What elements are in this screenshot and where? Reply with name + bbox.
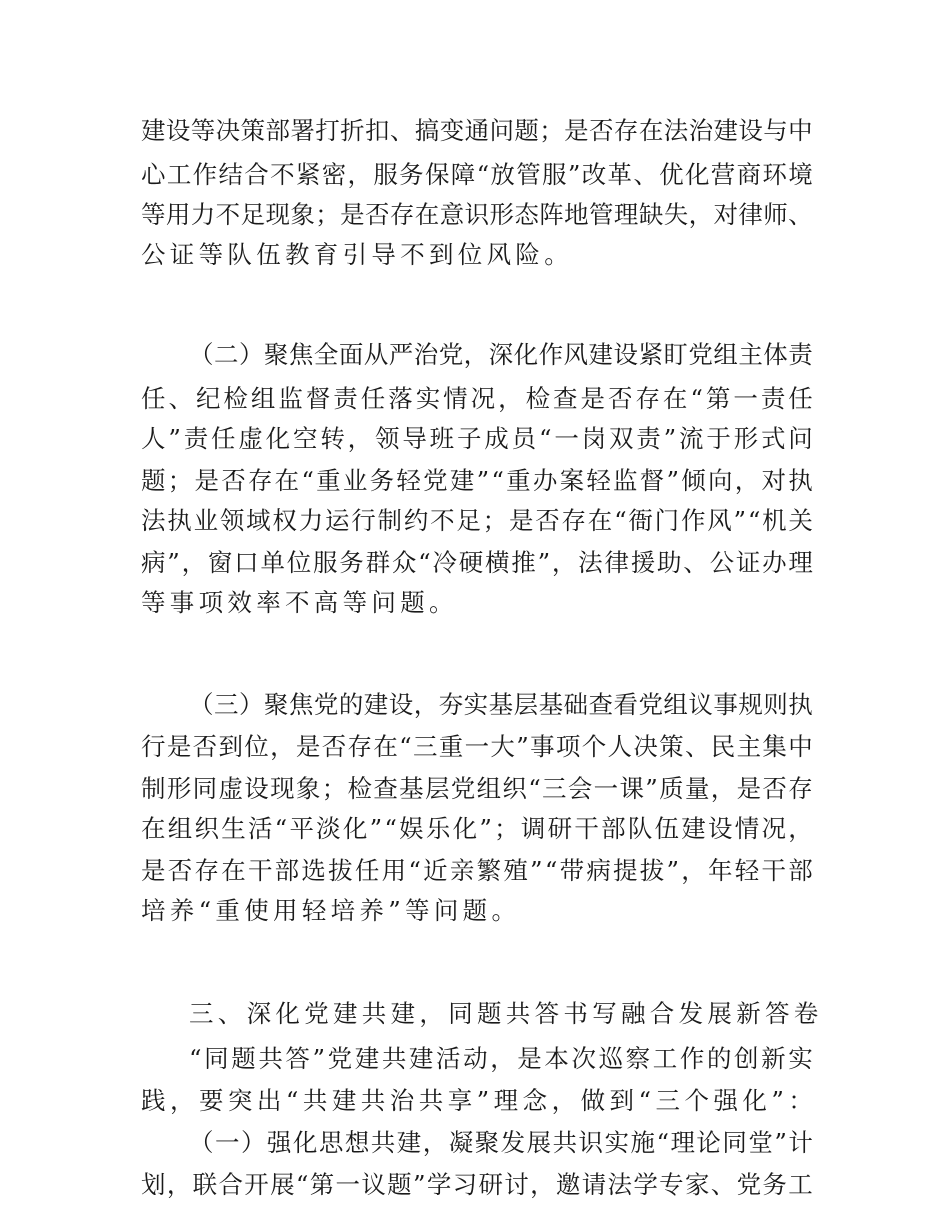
text-line: （ 一 ） 强 化 思 想 共 建 ， 凝 聚 发 展 共 识 实 施 “ 理 论 同 堂 ” 计 bbox=[189, 1128, 813, 1157]
text-line: 划 ， 联 合 开 展 “ 第 一 议 题 ” 学 习 研 讨 ， 邀 请 法 学 专 家 、 党 务 工 bbox=[141, 1170, 813, 1199]
text-line: “ 同 题 共 答 ” 党 建 共 建 活 动 ， 是 本 次 巡 察 工 作 的 创 新 实 bbox=[189, 1044, 813, 1073]
text-line: 是 否 存 在 干 部 选 拔 任 用 “ 近 亲 繁 殖 ” “ 带 病 提 拔 ” ， 年 轻 干 部 bbox=[141, 856, 813, 885]
text-line: 行 是 否 到 位 ， 是 否 存 在 “ 三 重 一 大 ” 事 项 个 人 决 策 、 民 主 集 中 bbox=[141, 732, 813, 761]
text-line: 践 ， 要 突 出 “ 共 建 共 治 共 享 ” 理 念 ， 做 到 “ 三 个 强 化 ” ： bbox=[141, 1086, 813, 1115]
text-line: 任 、 纪 检 组 监 督 责 任 落 实 情 况 ， 检 查 是 否 存 在 “ 第 一 责 任 bbox=[141, 384, 813, 413]
text-line: 人 ” 责 任 虚 化 空 转 ， 领 导 班 子 成 员 “ 一 岗 双 责 ” 流 于 形 式 问 bbox=[141, 424, 813, 453]
text-line: 等事项效率不高等问题。 bbox=[141, 588, 458, 617]
text-line: 公证等队伍教育引导不到位风险。 bbox=[141, 240, 573, 269]
text-line: 等 用 力 不 足 现 象 ； 是 否 存 在 意 识 形 态 阵 地 管 理 缺 失 ， 对 律 师 、 bbox=[141, 200, 813, 229]
text-line: 制 形 同 虚 设 现 象 ； 检 查 基 层 党 组 织 “ 三 会 一 课 ” 质 量 ， 是 否 存 bbox=[141, 774, 813, 803]
text-line: 在 组 织 生 活 “ 平 淡 化 ” “ 娱 乐 化 ” ； 调 研 干 部 队 伍 建 设 情 况 ， bbox=[141, 814, 813, 843]
text-line: （ 三 ） 聚 焦 党 的 建 设 ， 夯 实 基 层 基 础 查 看 党 组 议 事 规 则 执 bbox=[189, 690, 813, 719]
text-line: 三、深化党建共建，同题共答书写融合发展新答卷 bbox=[189, 999, 823, 1028]
text-line: 培养“重使用轻培养”等问题。 bbox=[141, 896, 521, 925]
text-line: 题 ； 是 否 存 在 “ 重 业 务 轻 党 建 ” “ 重 办 案 轻 监 督 ” 倾 向 ， 对 执 bbox=[141, 466, 813, 495]
text-line: （ 二 ） 聚 焦 全 面 从 严 治 党 ， 深 化 作 风 建 设 紧 盯 党 组 主 体 责 bbox=[189, 340, 813, 369]
text-line: 法 执 业 领 域 权 力 运 行 制 约 不 足 ； 是 否 存 在 “ 衙 门 作 风 ” “ 机 关 bbox=[141, 506, 813, 535]
text-line: 病 ” ， 窗 口 单 位 服 务 群 众 “ 冷 硬 横 推 ” ， 法 律 援 助 、 公 证 办 理 bbox=[141, 548, 813, 577]
text-line: 心 工 作 结 合 不 紧 密 ， 服 务 保 障 “ 放 管 服 ” 改 革 、 优 化 营 商 环 境 bbox=[141, 160, 813, 189]
text-line: 建 设 等 决 策 部 署 打 折 扣 、 搞 变 通 问 题 ； 是 否 存 在 法 治 建 设 与 中 bbox=[141, 116, 813, 145]
